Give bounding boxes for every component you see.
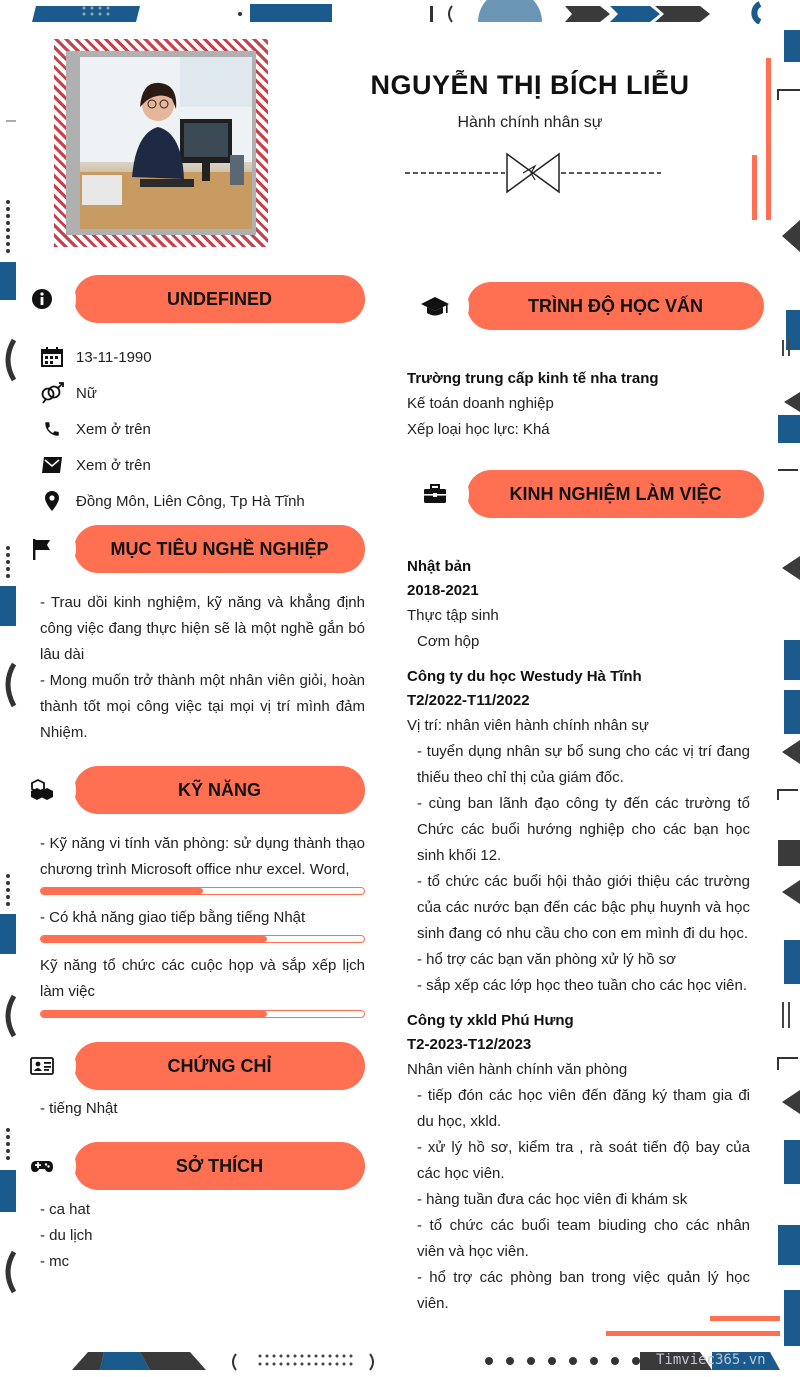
- candidate-name: NGUYỄN THỊ BÍCH LIỄU: [370, 70, 690, 100]
- job-position: Nhân viên hành chính văn phòng: [407, 1061, 628, 1078]
- job-detail: - sắp xếp các lớp học theo tuần cho các học viên.: [417, 977, 748, 994]
- birthday-row: [40, 345, 152, 369]
- job-detail: - cùng ban lãnh đạo công ty đến các trường tổ Chức các buổi hướng nghiệp cho các bạn học sinh khối 12.: [417, 795, 750, 864]
- left-border-shapes: [0, 0, 22, 1377]
- hobby-item: - du lịch: [40, 1227, 93, 1244]
- job-period: T2/2022-T11/2022: [407, 692, 530, 709]
- address-row: [40, 489, 305, 513]
- section-title: SỞ THÍCH: [175, 1156, 264, 1176]
- job-detail: - tổ chức các buổi hội thảo giới thiệu các trường của các nước bạn đến các bậc phụ huynh và học sinh đang có nhu cầu cho con em mình đi du học.: [417, 873, 750, 942]
- envelope-icon: [40, 454, 64, 476]
- section-title: UNDEFINED: [166, 289, 272, 309]
- cubes-icon: [30, 778, 54, 802]
- section-title: KINH NGHIỆM LÀM VIỆC: [509, 484, 722, 504]
- profile-photo: [80, 57, 252, 229]
- skill-item-2: - Có khả năng giao tiếp bằng tiếng Nhật: [40, 909, 306, 926]
- job-detail: - xử lý hồ sơ, kiểm tra , rà soát tiến độ bay của các học viên.: [417, 1139, 750, 1182]
- job-detail: - hàng tuần đưa các học viên đi khám sk: [417, 1191, 688, 1208]
- section-title: TRÌNH ĐỘ HỌC VẤN: [528, 296, 703, 316]
- right-border-shapes: [748, 0, 800, 1377]
- skill-progress-1: [40, 887, 365, 895]
- section-personal-info: [44, 275, 365, 323]
- section-title: MỤC TIÊU NGHỀ NGHIỆP: [110, 539, 329, 559]
- major: Kế toán doanh nghiệp: [407, 395, 554, 412]
- section-certificates: [44, 1042, 365, 1090]
- job-detail: - tổ chức các buổi team biuding cho các nhân viên và học viên.: [417, 1217, 750, 1260]
- section-education: [437, 282, 764, 330]
- id-card-icon: [30, 1054, 54, 1078]
- job-detail: - hổ trợ các bạn văn phòng xử lý hồ sơ: [417, 951, 677, 968]
- objective-text-2: - Mong muốn trở thành một nhân viên giỏi, hoàn thành tốt mọi công việc tại mọi vị trí mình đảm Nhiệm.: [40, 672, 365, 741]
- hobby-item: - ca hat: [40, 1201, 91, 1218]
- job-detail: - tuyển dụng nhân sự bổ sung cho các vị trí đang thiếu theo chỉ thị của giám đốc.: [417, 743, 750, 786]
- address-value: Đồng Môn, Liên Công, Tp Hà Tĩnh: [76, 492, 305, 510]
- info-icon: [30, 287, 54, 311]
- objective-text-1: - Trau dồi kinh nghiệm, kỹ năng và khẳng định công việc đang thực hiện sẽ là một nghề gắn bó lâu dài: [40, 594, 365, 663]
- top-border-shapes: [0, 0, 800, 24]
- watermark: Timviec365.vn: [656, 1352, 766, 1368]
- calendar-icon: [40, 346, 64, 368]
- gender-value: Nữ: [76, 384, 97, 402]
- phone-row: [40, 417, 151, 441]
- job-period: T2-2023-T12/2023: [407, 1036, 532, 1053]
- certificate-item: - tiếng Nhật: [40, 1100, 118, 1117]
- graduation-cap-icon: [421, 294, 449, 318]
- gender-icon: [40, 382, 64, 404]
- skill-progress-2: [40, 935, 365, 943]
- section-hobbies: [44, 1142, 365, 1190]
- job-title: Hành chính nhân sự: [457, 114, 603, 131]
- job-company: Công ty du học Westudy Hà Tĩnh: [407, 668, 642, 685]
- briefcase-icon: [423, 482, 447, 506]
- phone-value: Xem ở trên: [76, 420, 151, 438]
- header-divider: [405, 152, 661, 194]
- section-experience: [437, 470, 764, 518]
- job-detail: Cơm hộp: [417, 633, 480, 650]
- school-name: Trường trung cấp kinh tế nha trang: [407, 370, 659, 387]
- section-objective: [44, 525, 365, 573]
- job-detail: - hổ trợ các phòng ban trong việc quản lý học viên.: [417, 1269, 750, 1312]
- skill-item-3: Kỹ năng tổ chức các cuộc họp và sắp xếp lịch làm việc: [40, 957, 365, 1000]
- job-period: 2018-2021: [407, 582, 479, 599]
- gender-row: [40, 381, 97, 405]
- hobby-item: - mc: [40, 1253, 70, 1270]
- job-company: Nhật bản: [407, 558, 472, 575]
- job-position: Vị trí: nhân viên hành chính nhân sự: [407, 717, 649, 734]
- gamepad-icon: [30, 1154, 54, 1178]
- skill-progress-3: [40, 1010, 365, 1018]
- grade: Xếp loại học lực: Khá: [407, 421, 550, 438]
- skill-item-1: - Kỹ năng vi tính văn phòng: sử dụng thành thạo chương trình Microsoft office như excel. Word,: [40, 835, 365, 878]
- job-detail: - tiếp đón các học viên đến đăng ký tham gia đi du học, xkld.: [417, 1087, 750, 1130]
- section-title: CHỨNG CHỈ: [167, 1056, 272, 1076]
- job-company: Công ty xkld Phú Hưng: [407, 1012, 574, 1029]
- phone-icon: [40, 418, 64, 440]
- email-row: [40, 453, 151, 477]
- job-position: Thực tập sinh: [407, 607, 499, 624]
- section-title: KỸ NĂNG: [177, 780, 261, 800]
- map-pin-icon: [40, 490, 64, 512]
- email-value: Xem ở trên: [76, 456, 151, 474]
- birthday-value: 13-11-1990: [76, 348, 152, 366]
- section-skills: [44, 766, 365, 814]
- flag-icon: [30, 537, 54, 561]
